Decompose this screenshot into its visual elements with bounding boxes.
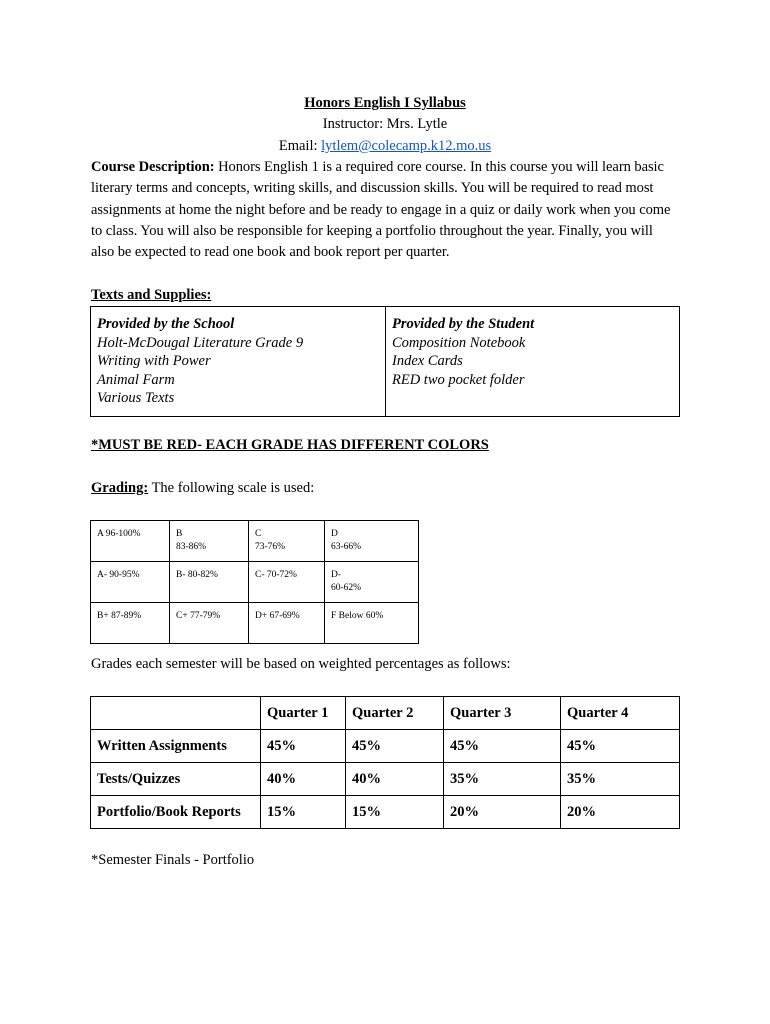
weights-row-label: Tests/Quizzes: [91, 763, 261, 796]
weights-value: 45%: [346, 730, 444, 763]
weights-row: [91, 763, 680, 796]
grading-scale-row: [91, 603, 419, 644]
weights-row: [91, 796, 680, 829]
email-line: [0, 136, 770, 156]
student-supply-item: RED two pocket folder: [392, 371, 525, 388]
weights-value: 20%: [561, 796, 680, 829]
school-supplies-title: Provided by the School: [97, 316, 235, 332]
weights-value: 40%: [346, 763, 444, 796]
grade-cell: [249, 562, 325, 603]
email-link[interactable]: lytlem@colecamp.k12.mo.us: [321, 138, 492, 154]
red-folder-notice: *MUST BE RED- EACH GRADE HAS DIFFERENT COLORS: [91, 437, 489, 453]
grade-text: C: [255, 529, 262, 539]
weighted-percentages-intro: Grades each semester will be based on weighted percentages as follows:: [91, 656, 511, 672]
student-supplies-title: Provided by the Student: [392, 316, 535, 332]
grade-text: B: [176, 529, 183, 539]
grading-heading: [91, 478, 314, 498]
course-description-text: Honors English 1 is a required core course. In this course you will learn basic literary terms and concepts, writing skills, and discussion skills. You will be required to read most assignments at home the night before and be ready to engage in a quiz or daily work when you come to class. You will also be responsible for keeping a portfolio throughout the year. Finally, you will also be expected to read one book and book report per quarter.: [91, 159, 671, 261]
student-supplies-cell: [386, 307, 680, 417]
grade-range: 73-76%: [255, 542, 286, 552]
weights-row: [91, 730, 680, 763]
grade-text: A- 90-95%: [97, 570, 140, 580]
semester-finals-note: *Semester Finals - Portfolio: [91, 852, 255, 868]
weights-header-row: [91, 697, 680, 730]
grade-cell: [170, 521, 249, 562]
grade-cell: [249, 603, 325, 644]
grade-cell: [249, 521, 325, 562]
grading-intro-text: The following scale is used:: [148, 480, 315, 496]
grade-cell: [91, 603, 170, 644]
supplies-table: [90, 306, 680, 417]
weighted-percentages-table: [90, 696, 680, 829]
school-supply-item: Various Texts: [97, 390, 175, 406]
weights-value: 15%: [261, 796, 346, 829]
grade-text: C+ 77-79%: [176, 611, 221, 621]
weights-header-cell: Quarter 2: [346, 697, 444, 730]
grade-range: 60-62%: [331, 583, 362, 593]
instructor-line: Instructor: Mrs. Lytle: [322, 116, 448, 132]
weights-row-label: Portfolio/Book Reports: [91, 796, 261, 829]
grade-text: B- 80-82%: [176, 570, 218, 580]
texts-supplies-heading-text: Texts and Supplies:: [91, 287, 212, 303]
grade-cell: [91, 521, 170, 562]
grade-cell: [91, 562, 170, 603]
grade-text: D: [331, 529, 338, 539]
grade-cell: [325, 562, 419, 603]
grade-text: F Below 60%: [331, 611, 384, 621]
grade-cell: [325, 521, 419, 562]
course-description-label: Course Description:: [91, 159, 215, 175]
school-supplies-cell: [91, 307, 386, 417]
grading-scale-table: [90, 520, 419, 644]
weights-row-label: Written Assignments: [91, 730, 261, 763]
grade-text: D-: [331, 570, 342, 580]
grading-scale-row: [91, 562, 419, 603]
email-label: Email:: [278, 138, 322, 154]
weights-value: 20%: [444, 796, 561, 829]
student-supply-item: Composition Notebook: [392, 334, 526, 351]
texts-supplies-heading: [91, 285, 211, 305]
school-supply-item: Writing with Power: [97, 353, 211, 369]
student-supply-item: Index Cards: [392, 353, 463, 369]
weights-header-cell: [91, 697, 261, 730]
weights-value: 35%: [444, 763, 561, 796]
grade-text: A 96-100%: [97, 529, 141, 539]
grade-range: 63-66%: [331, 542, 362, 552]
weights-header-cell: Quarter 1: [261, 697, 346, 730]
weights-header-cell: Quarter 4: [561, 697, 680, 730]
grade-cell: [170, 603, 249, 644]
grading-scale-row: [91, 521, 419, 562]
course-description: [91, 157, 676, 263]
grade-text: B+ 87-89%: [97, 611, 142, 621]
weights-value: 45%: [261, 730, 346, 763]
grade-text: D+ 67-69%: [255, 611, 300, 621]
weights-value: 40%: [261, 763, 346, 796]
grade-range: 83-86%: [176, 542, 207, 552]
grade-cell: [325, 603, 419, 644]
weights-value: 45%: [444, 730, 561, 763]
weights-value: 45%: [561, 730, 680, 763]
weights-header-cell: Quarter 3: [444, 697, 561, 730]
weights-value: 35%: [561, 763, 680, 796]
grading-label: Grading:: [91, 480, 149, 496]
school-supply-item: Holt-McDougal Literature Grade 9: [97, 334, 304, 351]
grade-cell: [170, 562, 249, 603]
page-title: Honors English I Syllabus: [304, 95, 466, 111]
school-supply-item: Animal Farm: [97, 371, 175, 388]
grade-text: C- 70-72%: [255, 570, 297, 580]
weights-value: 15%: [346, 796, 444, 829]
